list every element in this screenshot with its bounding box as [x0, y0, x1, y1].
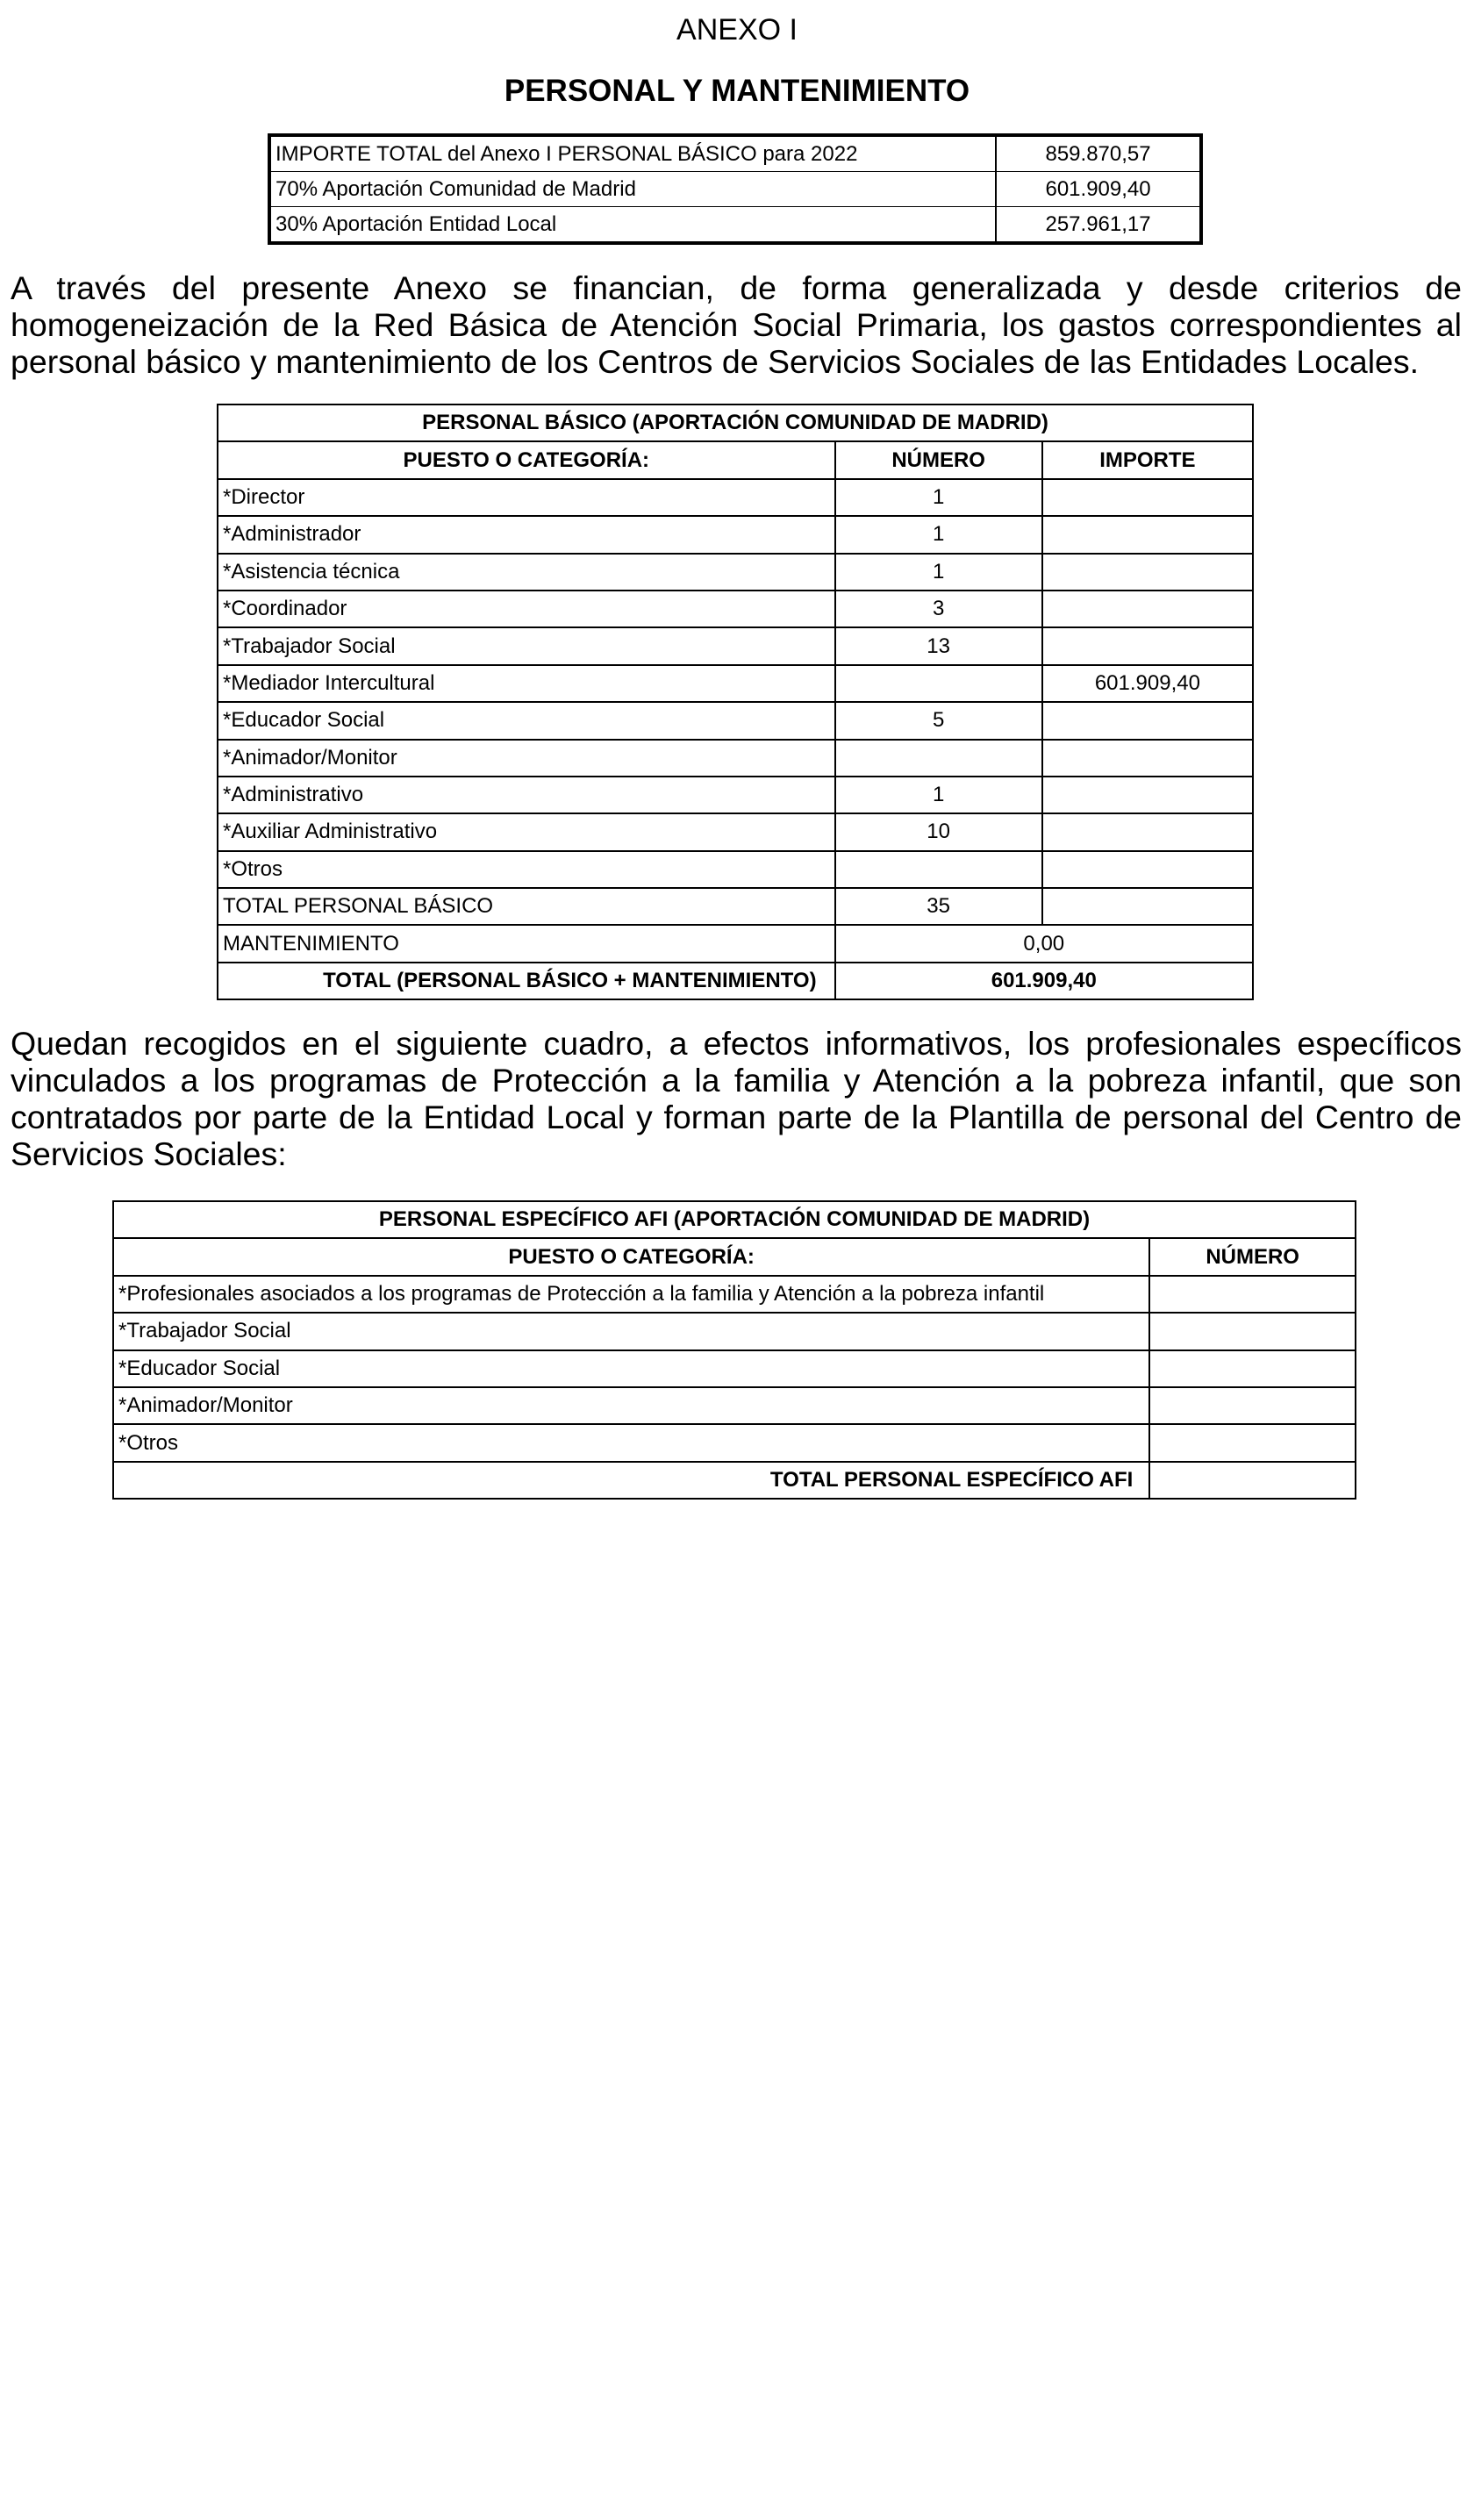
- summary-table: [268, 133, 1203, 245]
- importe-cell: [1042, 591, 1253, 627]
- intro-paragraph: A través del presente Anexo se financian, de forma generalizada y desde criterios de homogeneización de la Red Básica de Atención Social Primaria, los gastos correspondientes al personal básico y mantenimiento de los Centros de Servicios Sociales de las Entidades Locales.: [11, 269, 1462, 380]
- numero-cell: [1149, 1313, 1356, 1349]
- numero-cell: 1: [835, 516, 1042, 553]
- summary-label: 30% Aportación Entidad Local: [269, 207, 996, 244]
- column-header-numero: NÚMERO: [1149, 1238, 1356, 1275]
- importe-cell: [1042, 479, 1253, 516]
- puesto-cell: *Educador Social: [113, 1350, 1149, 1387]
- importe-cell: 601.909,40: [1042, 665, 1253, 702]
- table-header-row: [113, 1238, 1356, 1275]
- column-header-puesto: PUESTO O CATEGORÍA:: [218, 441, 835, 478]
- table-title-row: [218, 404, 1253, 441]
- table-row: [218, 554, 1253, 591]
- summary-row: [269, 135, 1201, 172]
- importe-cell: [1042, 554, 1253, 591]
- numero-cell: [835, 851, 1042, 888]
- puesto-cell: *Administrador: [218, 516, 835, 553]
- table-row: [218, 851, 1253, 888]
- puesto-cell: *Coordinador: [218, 591, 835, 627]
- section-title: PERSONAL Y MANTENIMIENTO: [504, 74, 970, 108]
- puesto-cell: *Educador Social: [218, 702, 835, 739]
- summary-value: 601.909,40: [996, 172, 1201, 207]
- puesto-cell: *Animador/Monitor: [113, 1387, 1149, 1424]
- grand-total-value: 601.909,40: [835, 963, 1253, 999]
- summary-row: [269, 207, 1201, 244]
- puesto-cell: *Otros: [113, 1424, 1149, 1461]
- importe-cell: [1042, 516, 1253, 553]
- numero-cell: 3: [835, 591, 1042, 627]
- table-row: [113, 1424, 1356, 1461]
- puesto-cell: *Asistencia técnica: [218, 554, 835, 591]
- importe-cell: [1042, 777, 1253, 813]
- numero-cell: [1149, 1387, 1356, 1424]
- table-row: [113, 1276, 1356, 1313]
- numero-cell: 1: [835, 479, 1042, 516]
- numero-cell: [835, 740, 1042, 777]
- column-header-numero: NÚMERO: [835, 441, 1042, 478]
- summary-row: [269, 172, 1201, 207]
- table-row: [113, 1350, 1356, 1387]
- numero-cell: [835, 665, 1042, 702]
- numero-cell: [1149, 1276, 1356, 1313]
- table-row: [218, 740, 1253, 777]
- table-title: PERSONAL ESPECÍFICO AFI (APORTACIÓN COMUNIDAD DE MADRID): [113, 1201, 1356, 1238]
- importe-cell: [1042, 851, 1253, 888]
- puesto-cell: *Administrativo: [218, 777, 835, 813]
- mantenimiento-label: MANTENIMIENTO: [218, 925, 835, 962]
- total-afi-row: [113, 1462, 1356, 1499]
- total-afi-value: [1149, 1462, 1356, 1499]
- importe-cell: [1042, 627, 1253, 664]
- summary-label: 70% Aportación Comunidad de Madrid: [269, 172, 996, 207]
- numero-cell: [1149, 1350, 1356, 1387]
- table-row: [218, 813, 1253, 850]
- total-personal-label: TOTAL PERSONAL BÁSICO: [218, 888, 835, 925]
- table-row: [218, 777, 1253, 813]
- importe-cell: [1042, 740, 1253, 777]
- table-row: [218, 702, 1253, 739]
- table-row: [218, 665, 1253, 702]
- table-row: [113, 1387, 1356, 1424]
- importe-cell: [1042, 702, 1253, 739]
- puesto-cell: *Profesionales asociados a los programas de Protección a la familia y Atención a la pobreza infantil: [113, 1276, 1149, 1313]
- personal-afi-table: [112, 1200, 1356, 1500]
- table-row: [113, 1313, 1356, 1349]
- total-afi-label: TOTAL PERSONAL ESPECÍFICO AFI: [113, 1462, 1149, 1499]
- column-header-importe: IMPORTE: [1042, 441, 1253, 478]
- table-row: [218, 591, 1253, 627]
- importe-cell: [1042, 888, 1253, 925]
- puesto-cell: *Auxiliar Administrativo: [218, 813, 835, 850]
- puesto-cell: *Animador/Monitor: [218, 740, 835, 777]
- table-title: PERSONAL BÁSICO (APORTACIÓN COMUNIDAD DE MADRID): [218, 404, 1253, 441]
- puesto-cell: *Director: [218, 479, 835, 516]
- numero-cell: 5: [835, 702, 1042, 739]
- table-header-row: [218, 441, 1253, 478]
- puesto-cell: *Trabajador Social: [218, 627, 835, 664]
- personal-basico-table: [217, 404, 1254, 1000]
- grand-total-row: [218, 963, 1253, 999]
- numero-cell: 1: [835, 554, 1042, 591]
- numero-cell: 10: [835, 813, 1042, 850]
- annex-title: ANEXO I: [676, 13, 798, 47]
- summary-label: IMPORTE TOTAL del Anexo I PERSONAL BÁSICO para 2022: [269, 135, 996, 172]
- table-title-row: [113, 1201, 1356, 1238]
- grand-total-label: TOTAL (PERSONAL BÁSICO + MANTENIMIENTO): [218, 963, 835, 999]
- numero-cell: 1: [835, 777, 1042, 813]
- total-personal-row: [218, 888, 1253, 925]
- afi-paragraph: Quedan recogidos en el siguiente cuadro, a efectos informativos, los profesionales específicos vinculados a los programas de Protección a la familia y Atención a la pobreza infantil, que son contratados por parte de la Entidad Local y forman parte de la Plantilla de personal del Centro de Servicios Sociales:: [11, 1025, 1462, 1172]
- numero-cell: [1149, 1424, 1356, 1461]
- table-row: [218, 627, 1253, 664]
- numero-cell: 13: [835, 627, 1042, 664]
- importe-cell: [1042, 813, 1253, 850]
- table-row: [218, 516, 1253, 553]
- puesto-cell: *Mediador Intercultural: [218, 665, 835, 702]
- table-row: [218, 479, 1253, 516]
- mantenimiento-row: [218, 925, 1253, 962]
- summary-value: 257.961,17: [1045, 211, 1151, 236]
- summary-value: 859.870,57: [996, 135, 1201, 172]
- puesto-cell: *Trabajador Social: [113, 1313, 1149, 1349]
- column-header-puesto: PUESTO O CATEGORÍA:: [113, 1238, 1149, 1275]
- mantenimiento-value: 0,00: [835, 925, 1253, 962]
- puesto-cell: *Otros: [218, 851, 835, 888]
- total-personal-numero: 35: [835, 888, 1042, 925]
